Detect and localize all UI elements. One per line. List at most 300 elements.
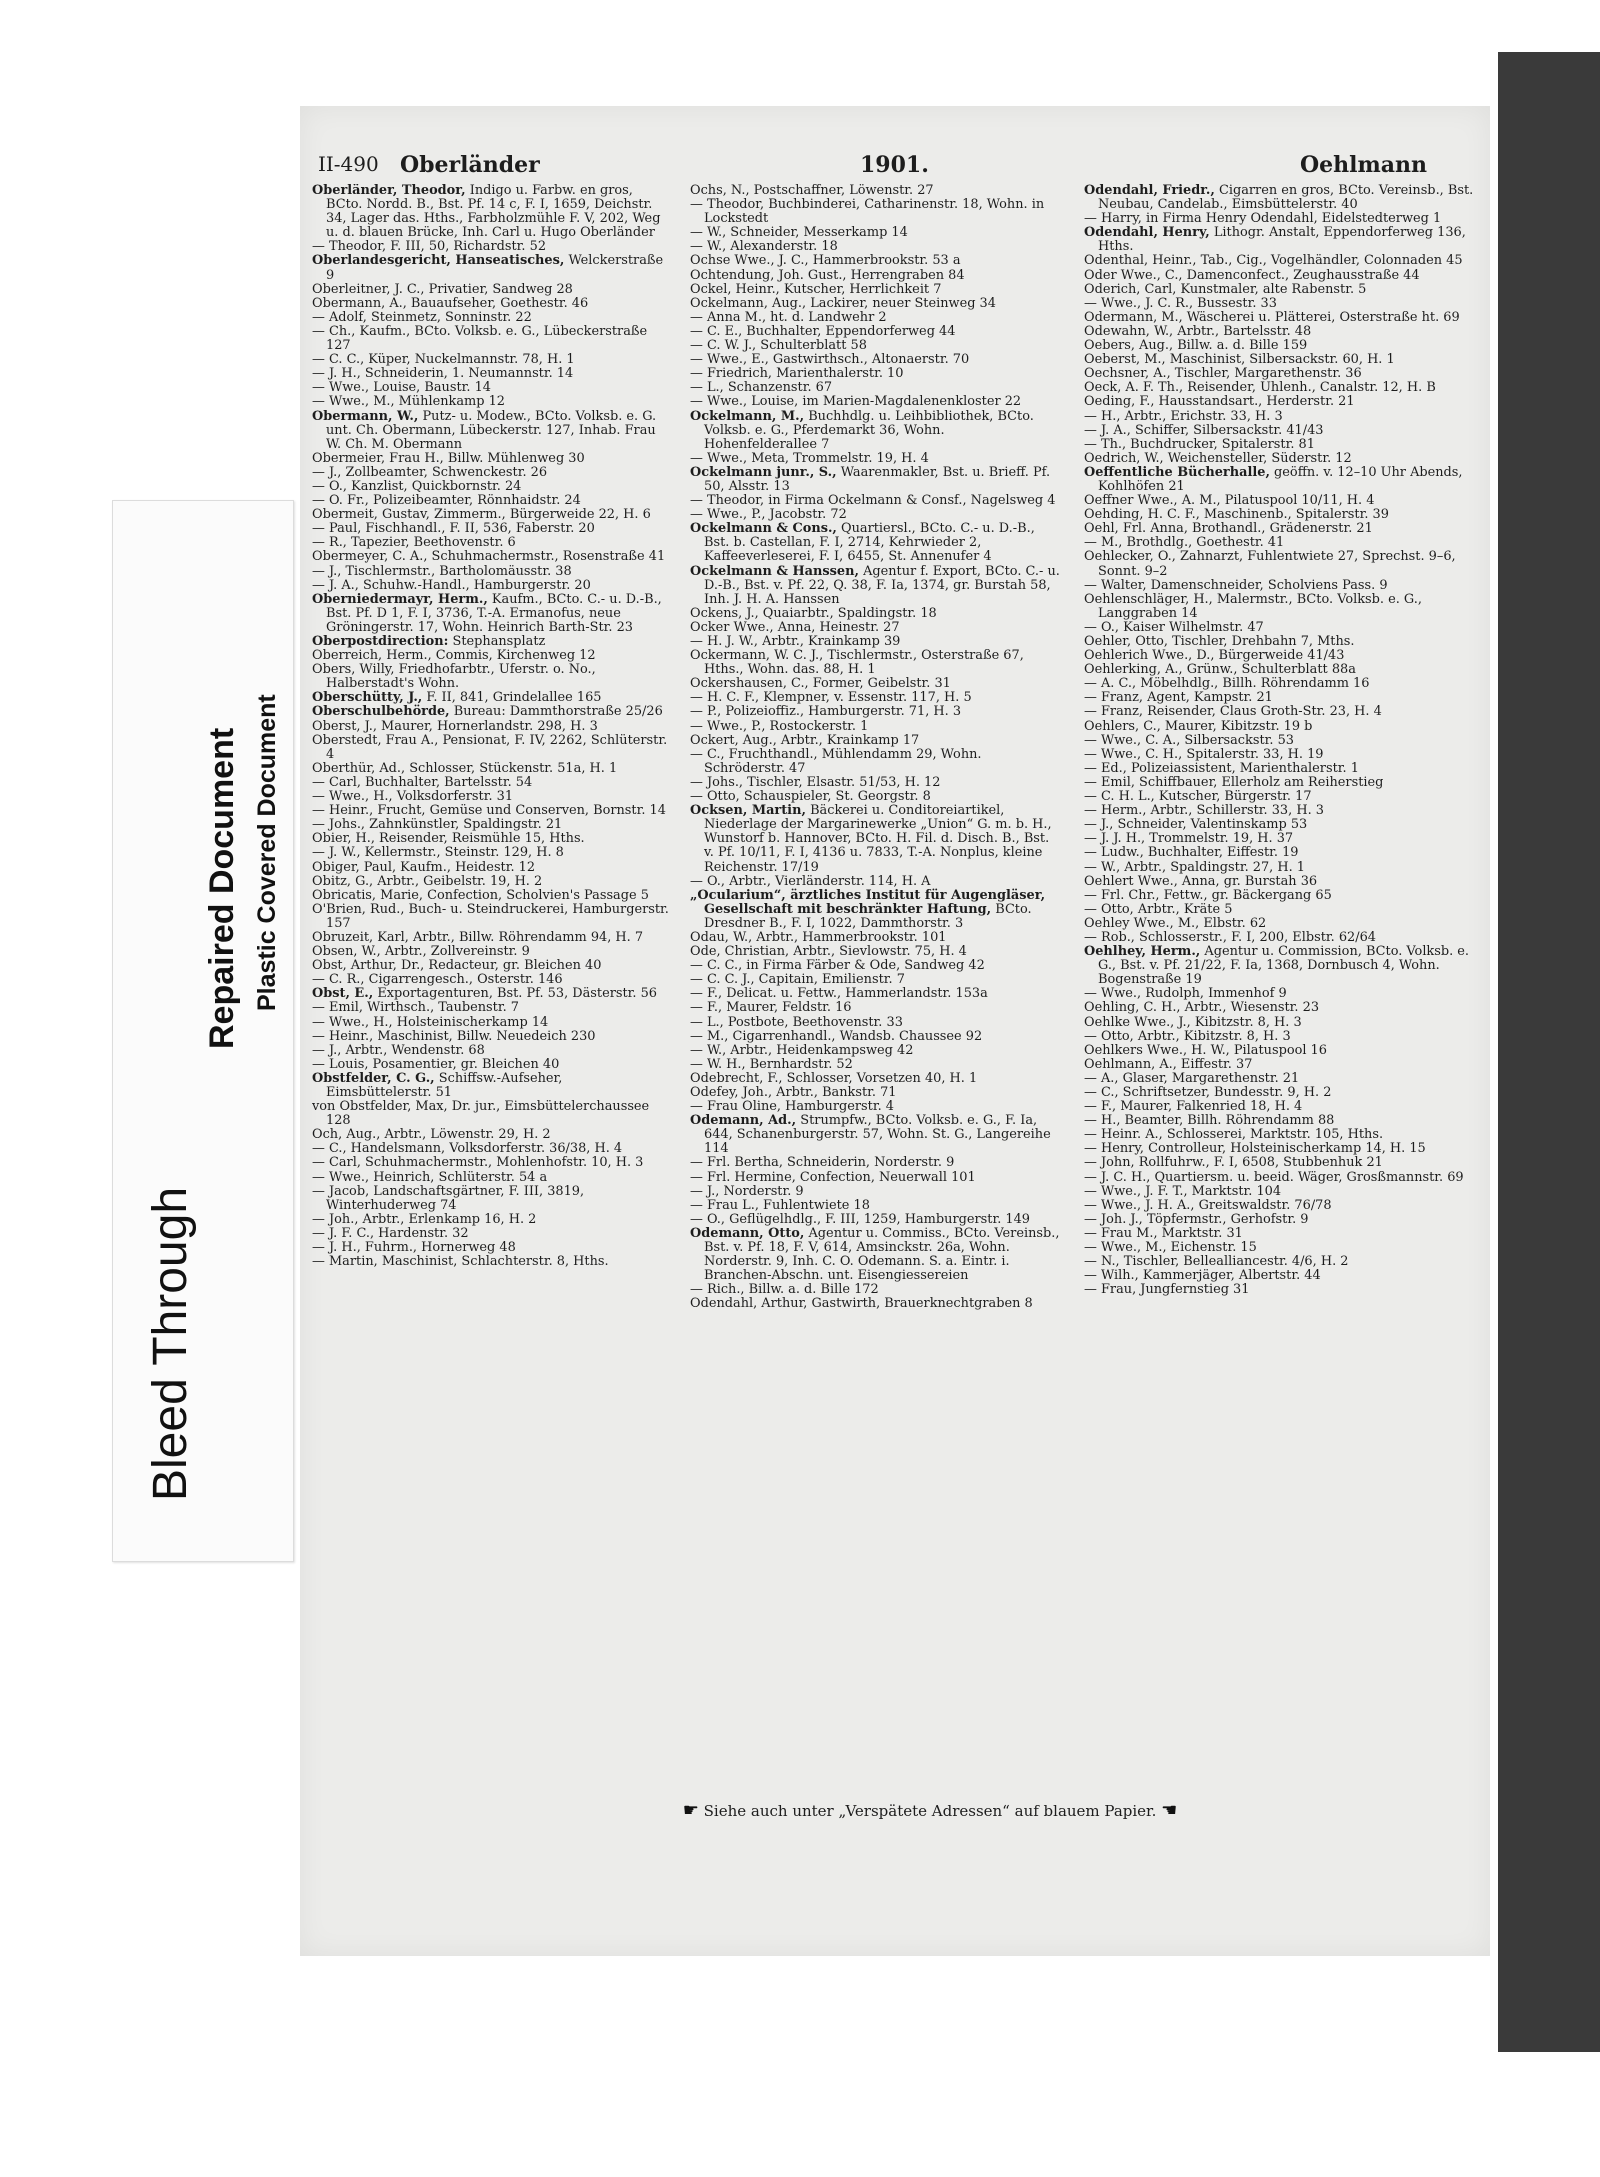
- entry-text: Putz- u. Modew., BCto. Volksb. e. G. unt. Ch. Obermann, Lübeckerstr. 127, Inhab. Frau W. Ch. M. Obermann: [326, 408, 657, 452]
- entry-text: Och, Aug., Arbtr., Löwenstr. 29, H. 2: [312, 1127, 551, 1143]
- directory-entry: [690, 522, 1060, 564]
- entry-text: Odenthal, Heinr., Tab., Cig., Vogelhändler, Colonnaden 45: [1084, 253, 1463, 269]
- directory-entry: [1084, 1086, 1476, 1100]
- entry-name: „Ocularium“, ärztliches Institut für Augengläser, Gesellschaft mit beschränkter Haftung,: [690, 887, 1046, 917]
- directory-entry: [1084, 734, 1476, 748]
- entry-text: — Frau, Jungfernstieg 31: [1084, 1282, 1250, 1298]
- entry-text: — Otto, Arbtr., Kibitzstr. 8, H. 3: [1084, 1028, 1291, 1044]
- directory-entry: [1084, 705, 1476, 719]
- directory-entry: [312, 1128, 670, 1142]
- entry-text: — Heinr., Maschinist, Billw. Neuedeich 230: [312, 1028, 596, 1044]
- entry-text: Oehlerich Wwe., D., Bürgerweide 41/43: [1084, 648, 1345, 664]
- entry-text: — J. J. H., Trommelstr. 19, H. 37: [1084, 831, 1294, 847]
- column-middle: [690, 184, 1060, 1794]
- directory-entry: [312, 1142, 670, 1156]
- directory-entry: [690, 748, 1060, 776]
- entry-text: Oeding, F., Hausstandsart., Herderstr. 21: [1084, 394, 1355, 410]
- entry-text: Odewahn, W., Arbtr., Bartelsstr. 48: [1084, 323, 1312, 339]
- entry-text: — J. C. H., Quartiersm. u. beeid. Wäger, Grosßmannstr. 69: [1084, 1169, 1464, 1185]
- directory-entry: [1084, 1185, 1476, 1199]
- directory-entry: [1084, 1001, 1476, 1015]
- directory-entry: [690, 1199, 1060, 1213]
- entry-text: Oder Wwe., C., Damenconfect., Zeughausstraße 44: [1084, 267, 1420, 283]
- entry-text: — Johs., Tischler, Elsastr. 51/53, H. 12: [690, 774, 941, 790]
- directory-entry: [312, 494, 670, 508]
- directory-entry: [312, 1255, 670, 1269]
- directory-entry: [312, 480, 670, 494]
- directory-entry: [312, 1171, 670, 1185]
- entry-text: — Wwe., M., Eichenstr. 15: [1084, 1240, 1257, 1256]
- entry-text: Odendahl, Arthur, Gastwirth, Brauerknechtgraben 8: [690, 1296, 1033, 1312]
- directory-entry: [1084, 522, 1476, 536]
- entry-name: Ocksen, Martin,: [690, 803, 806, 819]
- entry-text: — Wwe., H., Volksdorferstr. 31: [312, 789, 514, 805]
- entry-text: — H., Arbtr., Erichstr. 33, H. 3: [1084, 408, 1283, 424]
- directory-entry: [1084, 1030, 1476, 1044]
- entry-text: — Franz, Reisender, Claus Groth-Str. 23, H. 4: [1084, 704, 1382, 720]
- directory-entry: [312, 367, 670, 381]
- entry-text: Ode, Christian, Arbtr., Sievlowstr. 75, H. 4: [690, 944, 967, 960]
- directory-entry: [690, 1100, 1060, 1114]
- entry-name: Oberschütty, J.,: [312, 690, 423, 706]
- entry-text: Strumpfw., BCto. Volksb. e. G., F. Ia, 644, Schanenburgerstr. 57, Wohn. St. G., Langereihe 114: [704, 1113, 1051, 1157]
- entry-name: Oberländer, Theodor,: [312, 184, 466, 198]
- directory-entry: [1084, 677, 1476, 691]
- directory-entry: [312, 240, 670, 254]
- entry-text: Obsen, W., Arbtr., Zollvereinstr. 9: [312, 944, 530, 960]
- directory-entry: [690, 987, 1060, 1001]
- directory-entry: [1084, 1128, 1476, 1142]
- entry-text: Obermeit, Gustav, Zimmerm., Bürgerweide 22, H. 6: [312, 507, 651, 523]
- directory-entry: [1084, 1100, 1476, 1114]
- directory-entry: [1084, 536, 1476, 550]
- directory-entry: [1084, 1171, 1476, 1185]
- directory-entry: [312, 804, 670, 818]
- entry-text: — Wwe., H., Holsteinischerkamp 14: [312, 1014, 549, 1030]
- entry-text: Ochs, N., Postschaffner, Löwenstr. 27: [690, 184, 934, 198]
- entry-name: Obst, E.,: [312, 986, 374, 1002]
- directory-entry: [690, 508, 1060, 522]
- directory-entry: [312, 987, 670, 1001]
- entry-text: — Ed., Polizeiassistent, Marienthalerstr. 1: [1084, 760, 1359, 776]
- directory-entry: [1084, 1156, 1476, 1170]
- label-bleed-through: Bleed Through: [144, 1186, 197, 1501]
- entry-text: — C. W. J., Schulterblatt 58: [690, 338, 867, 354]
- directory-entry: [312, 297, 670, 311]
- entry-text: — Emil, Schiffbauer, Ellerholz am Reiherstieg: [1084, 774, 1384, 790]
- directory-entry: [312, 579, 670, 593]
- directory-entry: [690, 1001, 1060, 1015]
- entry-text: — Louis, Posamentier, gr. Bleichen 40: [312, 1056, 560, 1072]
- entry-text: — Carl, Buchhalter, Bartelsstr. 54: [312, 774, 533, 790]
- directory-entry: [1084, 720, 1476, 734]
- entry-text: Schiffsw.-Aufseher, Eimsbüttelerstr. 51: [326, 1070, 563, 1100]
- directory-entry: [1084, 818, 1476, 832]
- directory-entry: [312, 466, 670, 480]
- entry-text: — Joh. J., Töpfermstr., Gerhofstr. 9: [1084, 1211, 1309, 1227]
- directory-entry: [1084, 381, 1476, 395]
- directory-page: [300, 106, 1490, 1956]
- entry-text: — W., Arbtr., Spaldingstr. 27, H. 1: [1084, 859, 1306, 875]
- entry-text: — Otto, Arbtr., Kräte 5: [1084, 901, 1233, 917]
- directory-entry: [312, 889, 670, 903]
- entry-text: Quartiersl., BCto. C.- u. D.-B., Bst. b. Castellan, F. I, 2714, Kehrwieder 2, Kaffeeverleserei, F. I, 6455, St. Annenufer 4: [704, 521, 1035, 565]
- entry-text: Exportagenturen, Bst. Pf. 53, Dästerstr. 56: [377, 986, 658, 1002]
- entry-text: Lithogr. Anstalt, Eppendorferweg 136, Hths.: [1098, 225, 1466, 255]
- directory-entry: [312, 945, 670, 959]
- entry-text: — C. C., Küper, Nuckelmannstr. 78, H. 1: [312, 352, 575, 368]
- entry-text: O'Brien, Rud., Buch- u. Steindruckerei, Hamburgerstr. 157: [312, 901, 669, 931]
- directory-entry: [1084, 1255, 1476, 1269]
- directory-entry: [312, 861, 670, 875]
- directory-entry: [690, 931, 1060, 945]
- entry-text: — Wwe., J. H. A., Greitswaldstr. 76/78: [1084, 1197, 1332, 1213]
- directory-entry: [312, 381, 670, 395]
- entry-text: Odau, W., Arbtr., Hammerbrookstr. 101: [690, 929, 947, 945]
- pointing-hand-icon: ☛: [682, 1800, 699, 1821]
- directory-entry: [1084, 762, 1476, 776]
- directory-entry: [1084, 790, 1476, 804]
- left-running-head: Oberländer: [400, 152, 540, 178]
- directory-entry: [1084, 339, 1476, 353]
- entry-text: — Wwe., J. F. T., Marktstr. 104: [1084, 1183, 1282, 1199]
- entry-text: — Harry, in Firma Henry Odendahl, Eidelstedterweg 1: [1084, 211, 1442, 227]
- directory-entry: [312, 691, 670, 705]
- entry-text: — J., Norderstr. 9: [690, 1183, 804, 1199]
- directory-entry: [1084, 466, 1476, 494]
- directory-entry: [690, 635, 1060, 649]
- entry-text: — O., Kanzlist, Quickbornstr. 24: [312, 478, 522, 494]
- entry-text: — Wwe., M., Mühlenkamp 12: [312, 394, 506, 410]
- directory-entry: [312, 818, 670, 832]
- entry-text: — Jacob, Landschaftsgärtner, F. III, 3819, Winterhuderweg 74: [312, 1183, 585, 1213]
- directory-entry: [312, 1016, 670, 1030]
- entry-text: Odebrecht, F., Schlosser, Vorsetzen 40, H. 1: [690, 1070, 978, 1086]
- entry-text: — Wwe., E., Gastwirthsch., Altonaerstr. 70: [690, 352, 970, 368]
- entry-text: — Frl. Chr., Fettw., gr. Bäckergang 65: [1084, 887, 1332, 903]
- entry-text: — C., Fruchthandl., Mühlendamm 29, Wohn. Schröderstr. 47: [690, 746, 982, 776]
- directory-entry: [690, 339, 1060, 353]
- directory-entry: [312, 663, 670, 691]
- entry-text: — Wwe., Louise, im Marien-Magdalenenkloster 22: [690, 394, 1022, 410]
- directory-entry: [1084, 748, 1476, 762]
- directory-entry: [1084, 1114, 1476, 1128]
- column-right: [1084, 184, 1476, 1794]
- directory-entry: [690, 1044, 1060, 1058]
- directory-entry: [690, 889, 1060, 931]
- directory-entry: [312, 635, 670, 649]
- entry-name: Odendahl, Henry,: [1084, 225, 1210, 241]
- entry-text: Oehding, H. C. F., Maschinenb., Spitalerstr. 39: [1084, 507, 1389, 523]
- directory-entry: [312, 1227, 670, 1241]
- directory-entry: [312, 832, 670, 846]
- directory-entry: [1084, 212, 1476, 226]
- entry-text: Cigarren en gros, BCto. Vereinsb., Bst. Neubau, Candelab., Eimsbüttelerstr. 40: [1098, 184, 1474, 213]
- directory-entry: [312, 536, 670, 550]
- entry-text: — W., Alexanderstr. 18: [690, 239, 838, 255]
- entry-text: — M., Cigarrenhandl., Wandsb. Chaussee 92: [690, 1028, 983, 1044]
- entry-text: — Adolf, Steinmetz, Sonninstr. 22: [312, 309, 532, 325]
- directory-entry: [312, 1058, 670, 1072]
- directory-entry: [312, 959, 670, 973]
- directory-entry: [690, 973, 1060, 987]
- entry-name: Odemann, Otto,: [690, 1225, 805, 1241]
- directory-entry: [312, 790, 670, 804]
- directory-entry: [1084, 1283, 1476, 1297]
- directory-entry: [690, 1156, 1060, 1170]
- directory-entry: [1084, 987, 1476, 1001]
- directory-entry: [312, 395, 670, 409]
- directory-entry: [1084, 297, 1476, 311]
- directory-entry: [312, 522, 670, 536]
- directory-entry: [1084, 452, 1476, 466]
- entry-name: Oberschulbehörde,: [312, 704, 450, 720]
- entry-text: Oberst, J., Maurer, Hornerlandstr. 298, H. 3: [312, 718, 598, 734]
- directory-entry: [690, 240, 1060, 254]
- entry-text: Kaufm., BCto. C.- u. D.-B., Bst. Pf. D 1, F. I, 3736, T.-A. Ermanofus, neue Gröningerstr. 17, Wohn. Heinrich Barth-Str. 23: [326, 591, 662, 635]
- right-running-head: Oehlmann: [1300, 152, 1428, 178]
- directory-entry: [312, 184, 670, 240]
- directory-entry: [690, 1185, 1060, 1199]
- entry-text: Oehlkers Wwe., H. W., Pilatuspool 16: [1084, 1042, 1327, 1058]
- directory-entry: [1084, 311, 1476, 325]
- entry-text: Bureau: Dammthorstraße 25/26: [453, 704, 663, 720]
- directory-entry: [1084, 635, 1476, 649]
- entry-text: — F., Maurer, Falkenried 18, H. 4: [1084, 1099, 1303, 1115]
- directory-entry: [1084, 917, 1476, 931]
- entry-text: — Johs., Zahnkünstler, Spaldingstr. 21: [312, 817, 563, 833]
- entry-text: Ocker Wwe., Anna, Heinestr. 27: [690, 619, 900, 635]
- directory-entry: [1084, 254, 1476, 268]
- entry-text: — Wwe., C. A., Silbersackstr. 53: [1084, 732, 1294, 748]
- directory-entry: [690, 734, 1060, 748]
- directory-entry: [312, 452, 670, 466]
- directory-entry: [312, 593, 670, 635]
- entry-text: — O., Kaiser Wilhelmstr. 47: [1084, 619, 1264, 635]
- directory-entry: [312, 846, 670, 860]
- directory-entry: [1084, 804, 1476, 818]
- entry-text: — C. R., Cigarrengesch., Osterstr. 146: [312, 972, 563, 988]
- entry-text: — C. C. J., Capitain, Emilienstr. 7: [690, 972, 905, 988]
- directory-entry: [1084, 875, 1476, 889]
- entry-text: — Rob., Schlosserstr., F. I, 200, Elbstr. 62/64: [1084, 929, 1376, 945]
- directory-entry: [690, 1016, 1060, 1030]
- directory-entry: [1084, 325, 1476, 339]
- entry-text: Ockelmann, Aug., Lackirer, neuer Steinweg 34: [690, 295, 996, 311]
- entry-name: Oberniedermayr, Herm.,: [312, 591, 488, 607]
- directory-entry: [312, 1001, 670, 1015]
- page-footer: [430, 1800, 1430, 1821]
- entry-text: — Ludw., Buchhalter, Eiffestr. 19: [1084, 845, 1299, 861]
- entry-text: — Frau Oline, Hamburgerstr. 4: [690, 1099, 894, 1115]
- footer-note: Siehe auch unter „Verspätete Adressen“ auf blauem Papier.: [703, 1802, 1157, 1820]
- entry-text: Oeck, A. F. Th., Reisender, Uhlenh., Canalstr. 12, H. B: [1084, 380, 1436, 396]
- directory-entry: [690, 565, 1060, 607]
- label-repaired-document: Repaired Document: [203, 727, 241, 1049]
- directory-entry: [312, 1100, 670, 1128]
- entry-text: Oderich, Carl, Kunstmaler, alte Rabenstr. 5: [1084, 281, 1367, 297]
- entry-text: — Rich., Billw. a. d. Bille 172: [690, 1282, 879, 1298]
- directory-entry: [690, 254, 1060, 268]
- entry-text: Obermeier, Frau H., Billw. Mühlenweg 30: [312, 450, 585, 466]
- entry-text: — Frau L., Fuhlentwiete 18: [690, 1197, 870, 1213]
- directory-entry: [1084, 1072, 1476, 1086]
- directory-entry: [690, 311, 1060, 325]
- directory-entry: [312, 903, 670, 931]
- directory-entry: [690, 1171, 1060, 1185]
- entry-text: — John, Rollfuhrw., F. I, 6508, Stubbenhuk 21: [1084, 1155, 1383, 1171]
- directory-entry: [312, 649, 670, 663]
- entry-text: Obricatis, Marie, Confection, Scholvien's Passage 5: [312, 887, 649, 903]
- directory-entry: [690, 875, 1060, 889]
- entry-text: Obermeyer, C. A., Schuhmachermstr., Rosenstraße 41: [312, 549, 666, 565]
- directory-entry: [690, 1072, 1060, 1086]
- pointing-hand-left-icon: ☚: [1161, 1800, 1178, 1821]
- entry-name: Ockelmann junr., S.,: [690, 464, 837, 480]
- entry-text: — Heinr., Frucht, Gemüse und Conserven, Bornstr. 14: [312, 803, 666, 819]
- entry-text: Odermann, M., Wäscherei u. Plätterei, Osterstraße ht. 69: [1084, 309, 1460, 325]
- entry-text: Oehlenschläger, H., Malermstr., BCto. Volksb. e. G., Langgraben 14: [1084, 591, 1422, 621]
- directory-entry: [690, 720, 1060, 734]
- directory-entry: [690, 705, 1060, 719]
- entry-text: — Carl, Schuhmachermstr., Mohlenhofstr. 10, H. 3: [312, 1155, 644, 1171]
- entry-text: — Wwe., J. C. R., Bussestr. 33: [1084, 295, 1277, 311]
- directory-entry: [690, 395, 1060, 409]
- entry-text: Agentur f. Export, BCto. C.- u. D.-B., Bst. v. Pf. 22, Q. 38, F. Ia, 1374, gr. Burstah 58, Inh. J. H. A. Hanssen: [704, 563, 1060, 607]
- year-heading: 1901.: [860, 152, 929, 178]
- directory-entry: [312, 254, 670, 282]
- directory-entry: [690, 1114, 1060, 1156]
- entry-text: — O., Geflügelhdlg., F. III, 1259, Hamburgerstr. 149: [690, 1211, 1030, 1227]
- directory-entry: [1084, 1016, 1476, 1030]
- directory-entry: [312, 875, 670, 889]
- entry-name: Ockelmann & Cons.,: [690, 521, 837, 537]
- entry-text: — Franz, Agent, Kampstr. 21: [1084, 690, 1273, 706]
- entry-text: — F., Delicat. u. Fettw., Hammerlandstr. 153a: [690, 986, 988, 1002]
- directory-entry: [690, 198, 1060, 226]
- directory-entry: [1084, 1227, 1476, 1241]
- entry-text: — Frl. Hermine, Confection, Neuerwall 101: [690, 1169, 976, 1185]
- entry-text: Oechsner, A., Tischler, Margarethenstr. 36: [1084, 366, 1362, 382]
- directory-entry: [690, 226, 1060, 240]
- entry-text: — J. W., Kellermstr., Steinstr. 129, H. 8: [312, 845, 564, 861]
- directory-entry: [1084, 776, 1476, 790]
- entry-text: — Wwe., Heinrich, Schlüterstr. 54 a: [312, 1169, 548, 1185]
- entry-text: — Wwe., P., Jacobstr. 72: [690, 507, 847, 523]
- directory-entry: [1084, 889, 1476, 903]
- directory-entry: [1084, 691, 1476, 705]
- directory-entry: [690, 452, 1060, 466]
- entry-text: Oehlmann, A., Eiffestr. 37: [1084, 1056, 1253, 1072]
- directory-entry: [1084, 1199, 1476, 1213]
- directory-entry: [1084, 649, 1476, 663]
- directory-entry: [690, 945, 1060, 959]
- entry-text: — W. H., Bernhardstr. 52: [690, 1056, 853, 1072]
- entry-text: — H. C. F., Klempner, v. Essenstr. 117, H. 5: [690, 690, 972, 706]
- directory-entry: [690, 297, 1060, 311]
- directory-entry: [690, 621, 1060, 635]
- entry-text: BCto. Dresdner B., F. I, 1022, Dammthorstr. 3: [704, 901, 1032, 931]
- entry-text: — L., Schanzenstr. 67: [690, 380, 833, 396]
- directory-entry: [690, 959, 1060, 973]
- entry-text: von Obstfelder, Max, Dr. jur., Eimsbüttelerchaussee 128: [312, 1099, 650, 1129]
- entry-text: — C. C., in Firma Färber & Ode, Sandweg 42: [690, 958, 985, 974]
- directory-entry: [690, 691, 1060, 705]
- entry-text: — L., Postbote, Beethovenstr. 33: [690, 1014, 903, 1030]
- directory-entry: [1084, 593, 1476, 621]
- entry-text: Oehley Wwe., M., Elbstr. 62: [1084, 915, 1267, 931]
- entry-text: — Friedrich, Marienthalerstr. 10: [690, 366, 904, 382]
- directory-entry: [312, 973, 670, 987]
- entry-text: Ockens, J., Quaiarbtr., Spaldingstr. 18: [690, 605, 937, 621]
- entry-text: — Henry, Controlleur, Holsteinischerkamp 14, H. 15: [1084, 1141, 1426, 1157]
- entry-text: — O. Fr., Polizeibeamter, Rönnhaidstr. 24: [312, 493, 581, 509]
- directory-entry: [1084, 226, 1476, 254]
- entry-text: — A., Glaser, Margarethenstr. 21: [1084, 1070, 1300, 1086]
- entry-text: Ockel, Heinr., Kutscher, Herrlichkeit 7: [690, 281, 942, 297]
- entry-text: — N., Tischler, Bellealliancestr. 4/6, H. 2: [1084, 1254, 1349, 1270]
- directory-entry: [312, 705, 670, 719]
- directory-entry: [312, 1072, 670, 1100]
- entry-text: — A. C., Möbelhdlg., Billh. Röhrendamm 16: [1084, 676, 1370, 692]
- directory-entry: [1084, 184, 1476, 212]
- entry-text: Obier, H., Reisender, Reismühle 15, Hths.: [312, 831, 585, 847]
- directory-entry: [312, 565, 670, 579]
- entry-name: Obstfelder, C. G.,: [312, 1070, 435, 1086]
- directory-entry: [312, 720, 670, 734]
- entry-text: — C. H. L., Kutscher, Bürgerstr. 17: [1084, 789, 1312, 805]
- entry-text: — Anna M., ht. d. Landwehr 2: [690, 309, 887, 325]
- entry-text: — F., Maurer, Feldstr. 16: [690, 1000, 852, 1016]
- directory-entry: [1084, 494, 1476, 508]
- entry-text: Buchhdlg. u. Leihbibliothek, BCto. Volksb. e. G., Pferdemarkt 36, Wohn. Hohenfelderallee 7: [704, 408, 1034, 452]
- directory-entry: [690, 1086, 1060, 1100]
- entry-text: — O., Arbtr., Vierländerstr. 114, H. A: [690, 873, 931, 889]
- entry-text: Obermann, A., Bauaufseher, Goethestr. 46: [312, 295, 589, 311]
- scan-condition-label: [112, 500, 294, 1562]
- directory-entry: [1084, 579, 1476, 593]
- entry-text: — Wwe., P., Rostockerstr. 1: [690, 718, 869, 734]
- entry-text: Oberleitner, J. C., Privatier, Sandweg 28: [312, 281, 573, 297]
- directory-entry: [690, 776, 1060, 790]
- entry-text: Ockert, Aug., Arbtr., Krainkamp 17: [690, 732, 920, 748]
- entry-text: Welckerstraße 9: [326, 253, 664, 283]
- entry-text: — H. J. W., Arbtr., Krainkamp 39: [690, 634, 901, 649]
- entry-text: — J., Schneider, Valentinskamp 53: [1084, 817, 1308, 833]
- directory-entry: [1084, 269, 1476, 283]
- entry-text: Ockermann, W. C. J., Tischlermstr., Osterstraße 67, Hths., Wohn. das. 88, H. 1: [690, 648, 1024, 678]
- directory-entry: [312, 1044, 670, 1058]
- entry-text: Oehlke Wwe., J., Kibitzstr. 8, H. 3: [1084, 1014, 1302, 1030]
- entry-text: — Th., Buchdrucker, Spitalerstr. 81: [1084, 436, 1315, 452]
- entry-text: — Joh., Arbtr., Erlenkamp 16, H. 2: [312, 1211, 537, 1227]
- page-number: II-490: [318, 152, 379, 176]
- directory-entry: [312, 550, 670, 564]
- directory-entry: [312, 325, 670, 353]
- entry-text: Indigo u. Farbw. en gros, BCto. Nordd. B., Bst. Pf. 14 c, F. I, 1659, Deichstr. 34, Lager das. Hths., Farbholzmühle F. V, 202, Weg u. d. blauen Brücke, Inh. Carl u. Hugo Oberländer: [326, 184, 661, 241]
- entry-name: Oehlhey, Herm.,: [1084, 944, 1201, 960]
- directory-entry: [312, 311, 670, 325]
- entry-text: Oehler, Otto, Tischler, Drehbahn 7, Mths.: [1084, 634, 1355, 649]
- entry-text: — Wilh., Kammerjäger, Albertstr. 44: [1084, 1268, 1321, 1284]
- entry-text: Oberthür, Ad., Schlosser, Stückenstr. 51a, H. 1: [312, 760, 618, 776]
- column-left: [312, 184, 670, 1794]
- entry-text: Oehlecker, O., Zahnarzt, Fuhlentwiete 27, Sprechst. 9–6, Sonnt. 9–2: [1084, 549, 1456, 579]
- entry-text: — J. H., Schneiderin, 1. Neumannstr. 14: [312, 366, 574, 382]
- directory-entry: [1084, 846, 1476, 860]
- label-plastic-covered: Plastic Covered Document: [253, 694, 281, 1011]
- entry-text: — C., Handelsmann, Volksdorferstr. 36/38, H. 4: [312, 1141, 623, 1157]
